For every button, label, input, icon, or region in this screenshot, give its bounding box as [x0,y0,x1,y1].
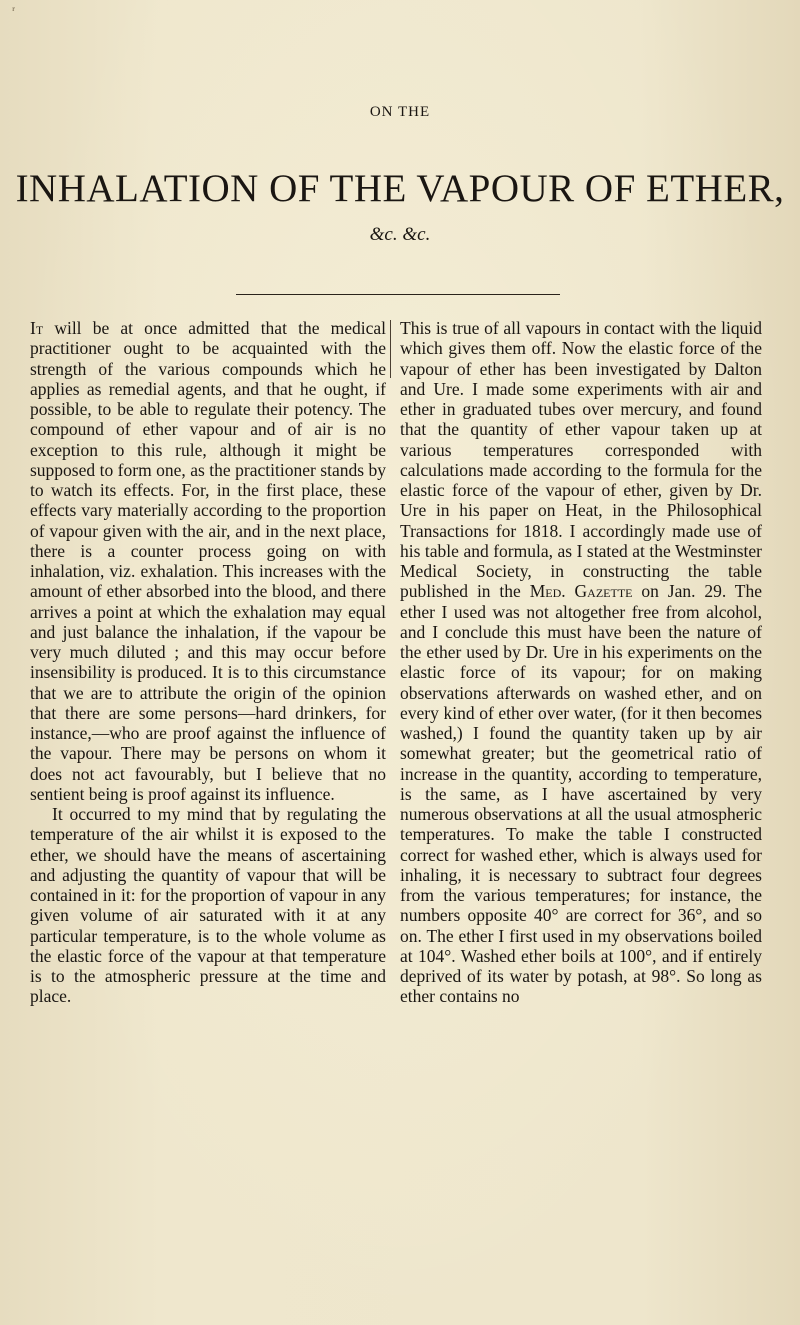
column-divider [390,320,391,378]
left-column [30,318,386,1007]
title-rule [236,294,560,295]
heading-on-the: ON THE [369,104,431,120]
right-paragraph-1-part-b: on Jan. 29. The ether I used was not altogether free from alcohol, and I conclude this must have been the nature of the ether used by Dr. Ure in his experiments on the elastic force of its vapour; for on making observations afterwards on washed ether, and on every kind of ether over water, (for it then becomes washed,) I found the quantity taken up by air somewhat greater; but the geometrical ratio of increase in the quantity, according to temperature, is the same, as I have ascertained by very numerous observations at all the usual atmospheric temperatures. To make the table I constructed correct for washed ether, which is always used for inhaling, it is necessary to subtract four degrees from the various temperatures; for instance, the numbers opposite 40° are correct for 36°, and so on. The ether I first used in my observations boiled at 104°. Washed ether boils at 100°, and if entirely deprived of its water by potash, at 98°. So long as ether contains no [400,581,763,1007]
right-paragraph-1-part-a: This is true of all vapours in contact with the liquid which gives them off. Now the elastic force of the vapour of ether has been investigated by Dalton and Ure. I made some experiments with air and ether in graduated tubes over mercury, and found that the quantity of ether vapour taken up at various temperatures corresponded with calculations made according to the formula for the elastic force of the vapour of ether, given by Dr. Ure in his paper on Heat, in the Philosophical Transactions for 1818. I accordingly made use of his table and formula, as I stated at the Westminster Medical Society, in constructing the table published in the [400,318,762,602]
right-paragraph-1 [400,318,762,1007]
right-column [400,318,762,1007]
journal-name: Med. Gazette [529,581,633,602]
page-title: INHALATION OF THE VAPOUR OF ETHER, [15,167,785,211]
lead-word: It [30,318,44,338]
left-paragraph-2: It occurred to my mind that by regulating the temperature of the air whilst it is exposed to the ether, we should have the means of ascertaining and adjusting the quantity of vapour that will be contained in it: for the proportion of vapour in any given volume of air saturated with it at any particular temperature, is to the whole volume as the elastic force of the vapour at that temperature is to the atmospheric pressure at the time and place. [30,804,386,1007]
subtitle-etc: &c. &c. [369,224,431,245]
left-paragraph-1-text: will be at once admitted that the medical practitioner ought to be acquainted with the strength of the various compounds which he applies as remedial agents, and that he ought, if possible, to be able to regulate their potency. The compound of ether vapour and of air is no exception to this rule, although it might be supposed to form one, as the practitioner stands by to watch its effects. For, in the first place, these effects vary materially according to the proportion of vapour given with the air, and in the next place, there is a counter process going on with inhalation, viz. exhalation. This increases with the amount of ether absorbed into the blood, and there arrives a point at which the exhalation may equal and just balance the inhalation, if the vapour be very much diluted ; and this may occur before insensibility is produced. It is to this circumstance that we are to attribute the origin of the opinion that there are some persons—hard drinkers, for instance,—who are proof against the influence of the vapour. There may be persons on whom it does not act favourably, but I believe that no sentient being is proof against its influence. [30,318,386,804]
page-corner-mark: ᵣ [12,0,16,14]
left-paragraph-1 [30,318,386,804]
